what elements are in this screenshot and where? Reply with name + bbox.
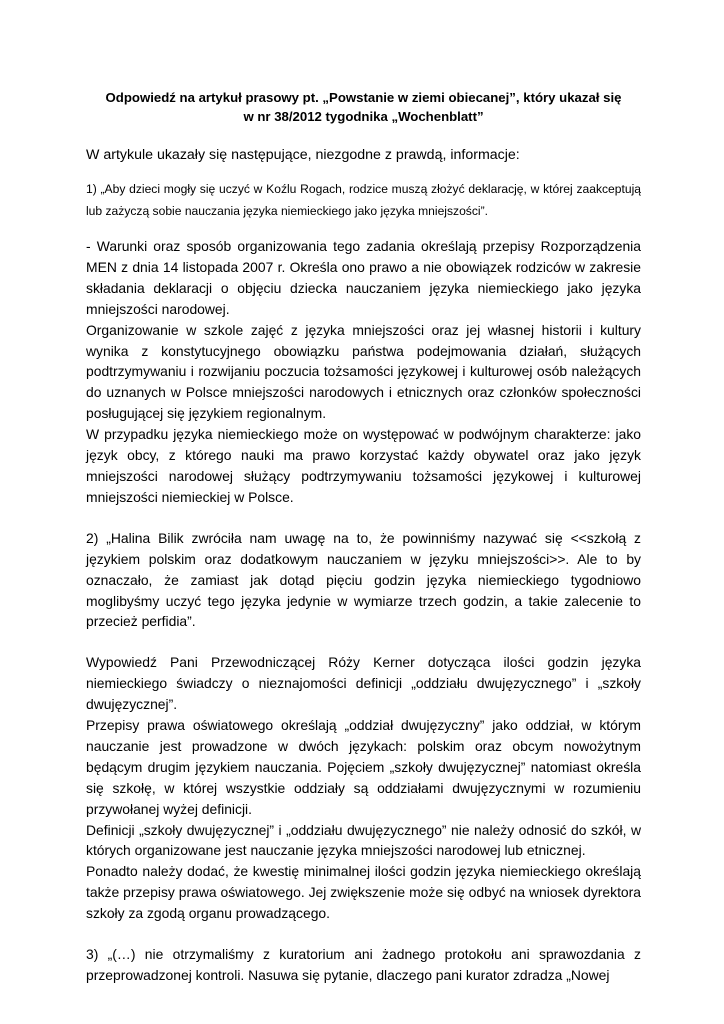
point-1-paragraph-3: W przypadku języka niemieckiego może on występować w podwójnym charakterze: jako język obcy, z którego nauki ma prawo korzystać każdy obywatel oraz jako język mniejszości narodowej służący podtrzymywaniu tożsamości językowej i kulturowej mniejszości niemieckiej w Polsce.: [86, 426, 641, 505]
document-body: [86, 88, 641, 986]
spacer: [86, 222, 641, 236]
intro-paragraph: W artykule ukazały się następujące, niezgodne z prawdą, informacje:: [86, 147, 520, 163]
spacer: [86, 508, 641, 528]
point-2-paragraph-1: Wypowiedź Pani Przewodniczącej Róży Kerner dotycząca ilości godzin języka niemieckiego świadczy o nieznajomości definicji „oddziału dwujęzycznego” i „szkoły dwujęzycznej”.: [86, 654, 641, 713]
document-title-line-2: w nr 38/2012 tygodnika „Wochenblatt”: [243, 109, 484, 124]
spacer: [86, 632, 641, 652]
point-2-paragraph-4: Ponadto należy dodać, że kwestię minimalnej ilości godzin języka niemieckiego określają także przepisy prawa oświatowego. Jej zwiększenie może się odbyć na wniosek dyrektora szkoły za zgodą organu prowadzącego.: [86, 863, 641, 922]
point-3-paragraph-start: 3) „(…) nie otrzymaliśmy z kuratorium ani żadnego protokołu ani sprawozdania z przeprowadzonej kontroli. Nasuwa się pytanie, dlaczego pani kurator zdradza „Nowej: [86, 946, 641, 983]
point-1-paragraph-1: - Warunki oraz sposób organizowania tego zadania określają przepisy Rozporządzenia MEN z dnia 14 listopada 2007 r. Określa ono prawo a nie obowiązek rodziców w zakresie składania deklaracji o objęciu dziecka nauczaniem języka niemieckiego jako języka mniejszości narodowej.: [86, 238, 641, 317]
point-1-quote: 1) „Aby dzieci mogły się uczyć w Koźlu Rogach, rodzice muszą złożyć deklarację, w której zaakceptują lub zażyczą sobie nauczania języka niemieckiego jako języka mniejszości”.: [86, 182, 641, 218]
point-2-quote: 2) „Halina Bilik zwróciła nam uwagę na to, że powinniśmy nazywać się <<szkołą z językiem polskim oraz dodatkowym nauczaniem w języku mniejszości>>. Ale to by oznaczało, że zamiast jak dotąd pięciu godzin języka niemieckiego tygodniowo moglibyśmy uczyć tego języka jedynie w wymiarze trzech godzin, a takie zalecenie to przecież perfidia”.: [86, 529, 641, 630]
point-1-paragraph-2: Organizowanie w szkole zajęć z języka mniejszości oraz jej własnej historii i kultury wynika z konstytucyjnego obowiązku państwa podejmowania działań, służących podtrzymywaniu i rozwijaniu poczucia tożsamości językowej i kulturowej osób należących do uznanych w Polsce mniejszości narodowych i etnicznych oraz członków społeczności posługującej się językiem regionalnym.: [86, 321, 641, 422]
point-2-paragraph-2: Przepisy prawa oświatowego określają „oddział dwujęzyczny” jako oddział, w którym nauczanie jest prowadzone w dwóch językach: polskim oraz obcym nowożytnym będącym drugim językiem nauczania. Pojęciem „szkoły dwujęzycznej” natomiast określa się szkołę, w której wszystkie oddziały są oddziałami dwujęzycznymi w rozumieniu przywołanej wyżej definicji.: [86, 717, 641, 817]
spacer: [86, 924, 641, 944]
point-2-paragraph-3: Definicji „szkoły dwujęzycznej” i „oddziału dwujęzycznego” nie należy odnosić do szkół, w których organizowane jest nauczanie języka mniejszości narodowej lub etnicznej.: [86, 821, 641, 859]
document-title-line-1: Odpowiedź na artykuł prasowy pt. „Powstanie w ziemi obiecanej”, który ukazał się: [105, 90, 622, 105]
